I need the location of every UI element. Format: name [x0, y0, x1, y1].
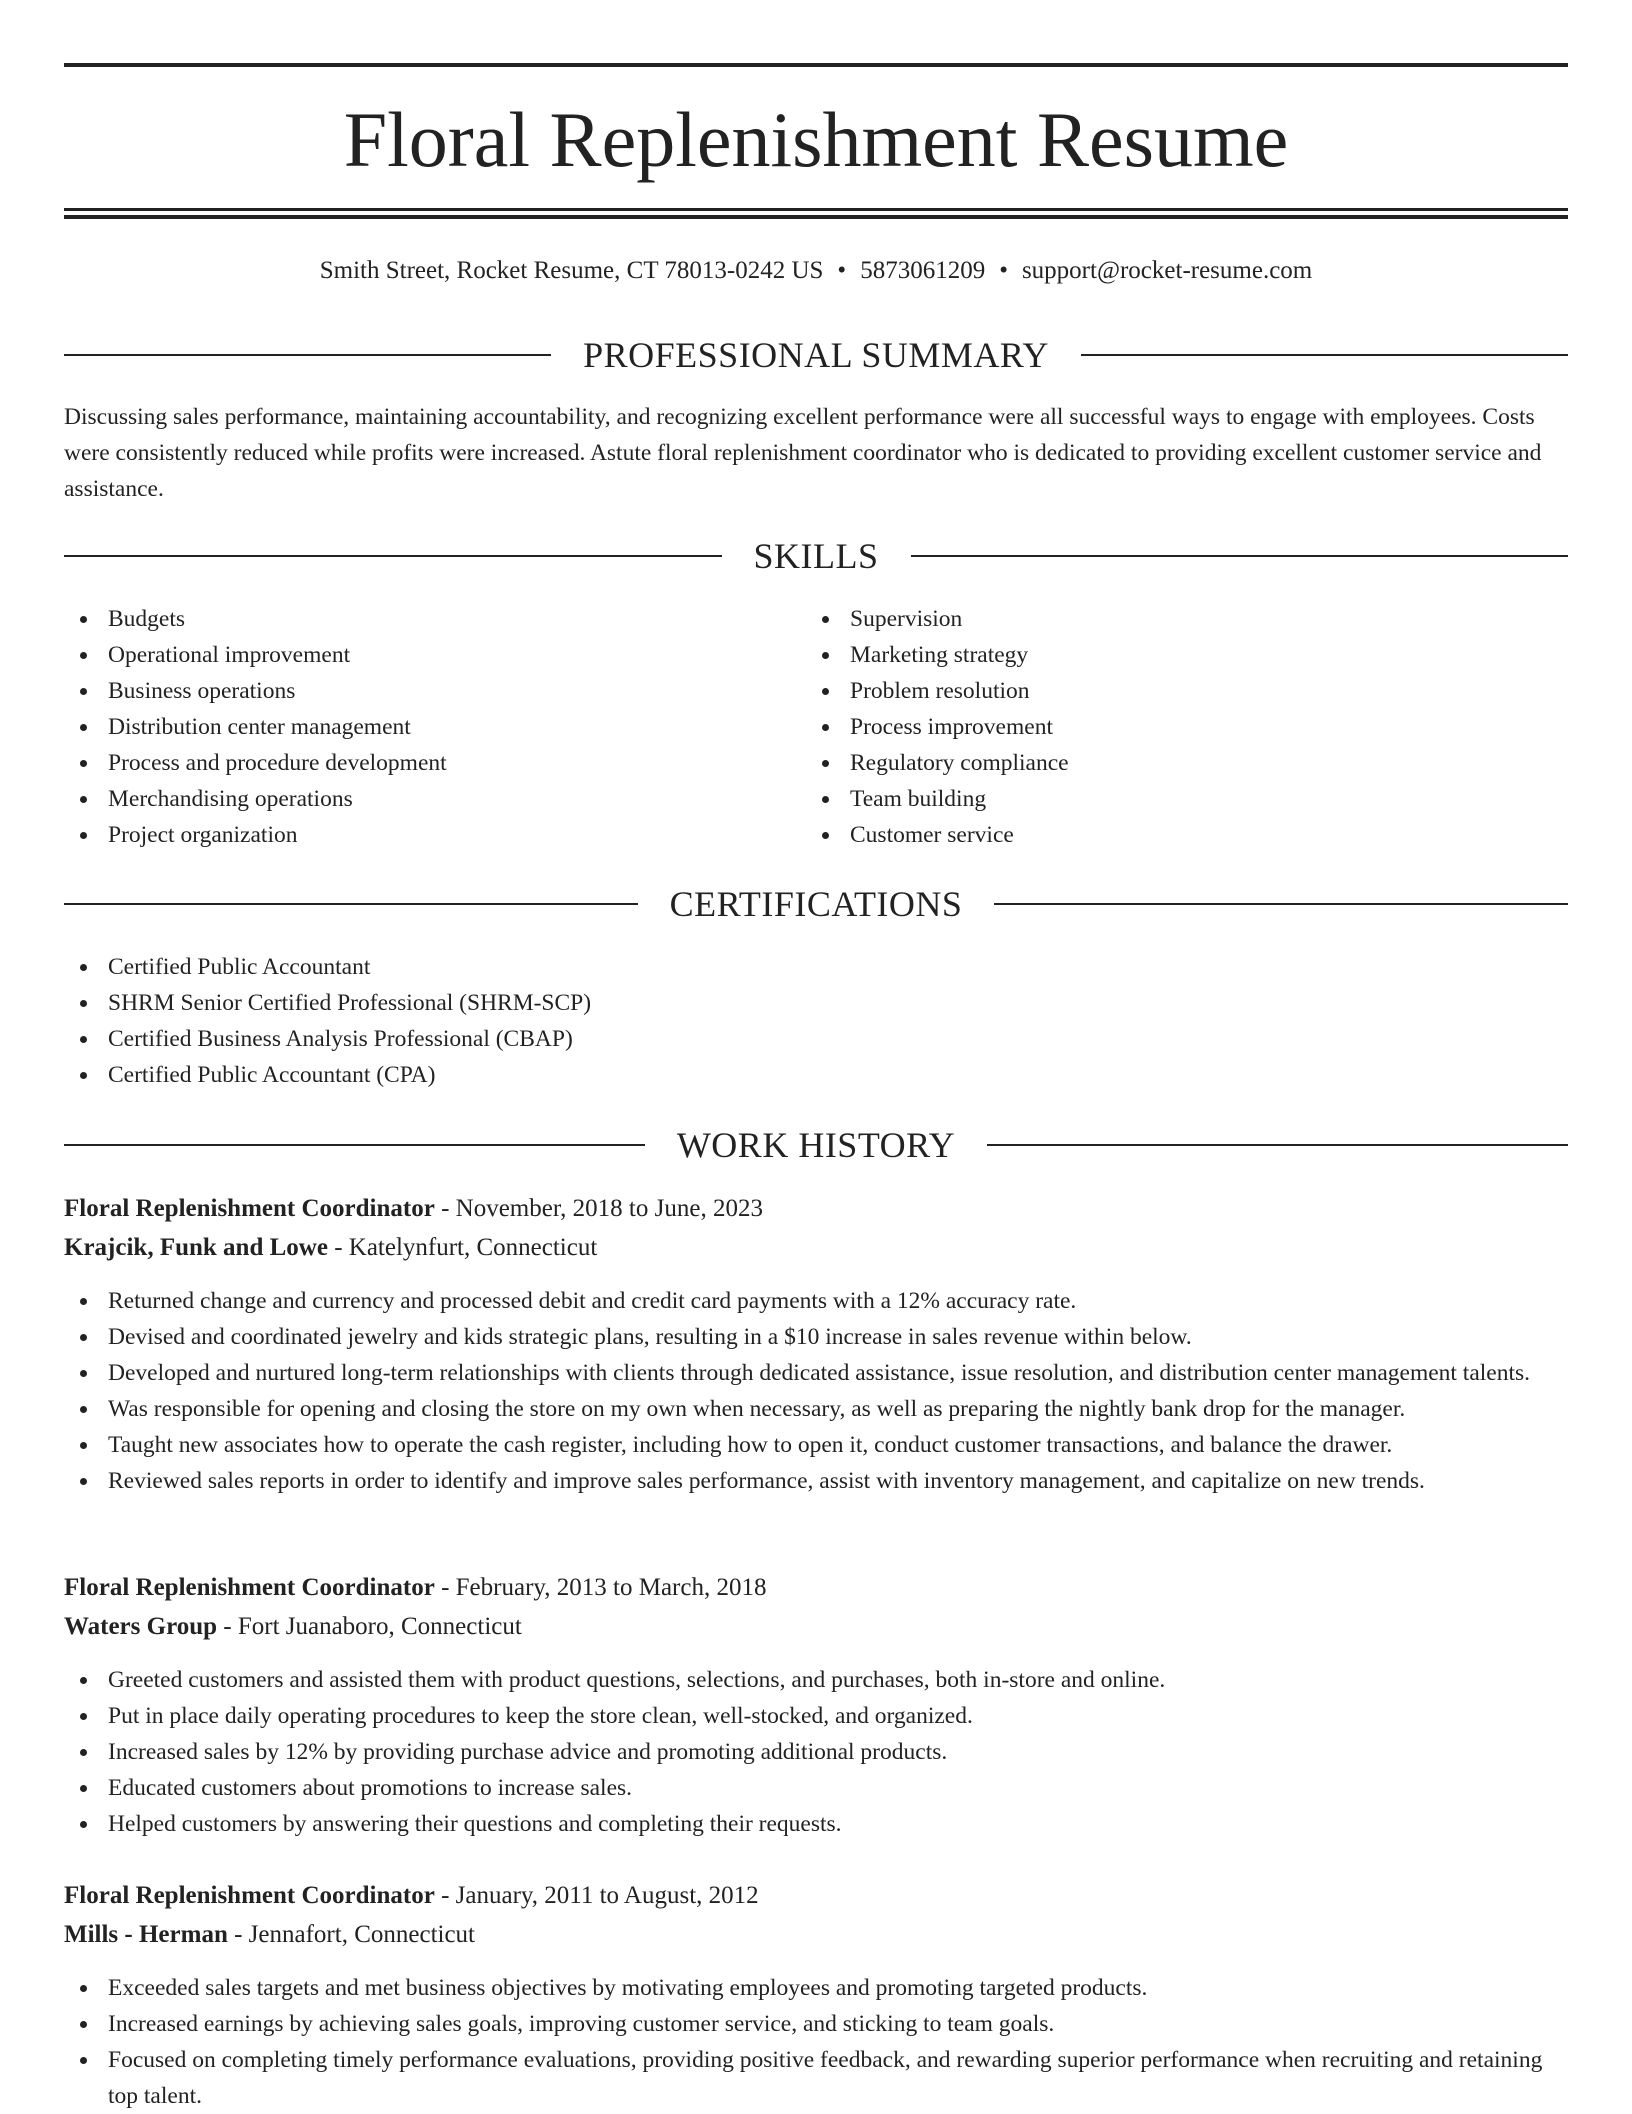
job-title-line [64, 1189, 1568, 1229]
job-location: - Fort Juanaboro, Connecticut [217, 1613, 522, 1640]
heading-rule [64, 354, 551, 356]
job-bullet: Greeted customers and assisted them with product questions, selections, and purchases, both in-store and online. [64, 1662, 1568, 1698]
skill-item: Marketing strategy [806, 637, 1526, 673]
skill-item: Merchandising operations [64, 781, 784, 817]
skill-item: Process improvement [806, 709, 1526, 745]
skills-list-right [806, 601, 1526, 853]
heading-rule [64, 555, 722, 557]
heading-rule [64, 903, 638, 905]
certification-item: Certified Business Analysis Professional (CBAP) [64, 1021, 1568, 1057]
job-location: - Jennafort, Connecticut [227, 1921, 476, 1948]
job-bullet: Developed and nurtured long-term relationships with clients through dedicated assistance, issue resolution, and distribution center management talents. [64, 1355, 1568, 1391]
job-dates: - February, 2013 to March, 2018 [434, 1574, 767, 1601]
job-bullet: Reviewed sales reports in order to identify and improve sales performance, assist with inventory management, and capitalize on new trends. [64, 1463, 1568, 1499]
skill-item: Business operations [64, 673, 784, 709]
job-title: Floral Replenishment Coordinator [64, 1195, 435, 1222]
job-dates: - November, 2018 to June, 2023 [434, 1195, 763, 1222]
section-title: SKILLS [753, 536, 879, 576]
skill-item: Process and procedure development [64, 745, 784, 781]
job-location: - Katelynfurt, Connecticut [327, 1234, 598, 1261]
heading-rule [64, 1144, 645, 1146]
job-bullet: Put in place daily operating procedures to keep the store clean, well-stocked, and organized. [64, 1698, 1568, 1734]
skill-item: Team building [806, 781, 1526, 817]
top-rule [64, 63, 1568, 67]
heading-rule [911, 555, 1569, 557]
contact-separator: • [999, 257, 1008, 284]
skill-item: Problem resolution [806, 673, 1526, 709]
job-bullet: Increased earnings by achieving sales goals, improving customer service, and sticking to team goals. [64, 2006, 1568, 2042]
job-bullet: Was responsible for opening and closing the store on my own when necessary, as well as preparing the nightly bank drop for the manager. [64, 1391, 1568, 1427]
heading-rule [1081, 354, 1568, 356]
certifications-list [64, 949, 1568, 1093]
section-heading-work-history [64, 1123, 1568, 1167]
certification-item: SHRM Senior Certified Professional (SHRM-SCP) [64, 985, 1568, 1021]
title-double-rule [64, 208, 1568, 219]
job-bullet: Exceeded sales targets and met business objectives by motivating employees and promoting targeted products. [64, 1970, 1568, 2006]
contact-separator: • [837, 257, 847, 284]
section-heading-skills [64, 534, 1568, 578]
skill-item: Operational improvement [64, 637, 784, 673]
job-bullet-list [64, 1662, 1568, 1842]
job-company: Mills - Herman [64, 1921, 228, 1948]
job-title: Floral Replenishment Coordinator [64, 1882, 435, 1909]
skill-item: Customer service [806, 817, 1526, 853]
skill-item: Distribution center management [64, 709, 784, 745]
job-bullet: Focused on completing timely performance evaluations, providing positive feedback, and rewarding superior performance when recruiting and retaining top talent. [64, 2042, 1568, 2114]
job-company-line [64, 1915, 1568, 1955]
section-title: WORK HISTORY [676, 1125, 956, 1165]
job-title-line [64, 1876, 1568, 1916]
job-bullet: Taught new associates how to operate the cash register, including how to open it, conduct customer transactions, and balance the drawer. [64, 1427, 1568, 1463]
page-title: Floral Replenishment Resume [343, 96, 1289, 183]
job-company-line [64, 1607, 1568, 1647]
section-heading-certifications [64, 882, 1568, 926]
section-heading-summary [64, 333, 1568, 377]
certification-item: Certified Public Accountant (CPA) [64, 1057, 1568, 1093]
job-bullet: Educated customers about promotions to increase sales. [64, 1770, 1568, 1806]
skill-item: Supervision [806, 601, 1526, 637]
job-dates: - January, 2011 to August, 2012 [434, 1882, 759, 1909]
contact-phone: 5873061209 [860, 257, 986, 284]
job-bullet-list [64, 1283, 1568, 1499]
job-bullet: Returned change and currency and processed debit and credit card payments with a 12% accuracy rate. [64, 1283, 1568, 1319]
skill-item: Regulatory compliance [806, 745, 1526, 781]
certification-item: Certified Public Accountant [64, 949, 1568, 985]
job-bullet-list [64, 1970, 1568, 2114]
summary-text: Discussing sales performance, maintaining accountability, and recognizing excellent performance were all successful ways to engage with employees. Costs were consistently reduced while profits were increased. Astute floral replenishment coordinator who is dedicated to providing excellent customer service and assistance. [64, 404, 1542, 502]
contact-line [64, 253, 1568, 289]
skill-item: Project organization [64, 817, 784, 853]
section-title: PROFESSIONAL SUMMARY [583, 335, 1049, 375]
heading-rule [994, 903, 1568, 905]
job-bullet: Helped customers by answering their questions and completing their requests. [64, 1806, 1568, 1842]
skill-item: Budgets [64, 601, 784, 637]
section-title: CERTIFICATIONS [669, 884, 963, 924]
job-bullet: Devised and coordinated jewelry and kids strategic plans, resulting in a $10 increase in sales revenue within below. [64, 1319, 1568, 1355]
job-title-line [64, 1568, 1568, 1608]
contact-email: support@rocket-resume.com [1021, 257, 1313, 284]
job-company-line [64, 1228, 1568, 1268]
heading-rule [987, 1144, 1568, 1146]
job-title: Floral Replenishment Coordinator [64, 1574, 435, 1601]
job-bullet: Increased sales by 12% by providing purchase advice and promoting additional products. [64, 1734, 1568, 1770]
job-company: Krajcik, Funk and Lowe [64, 1234, 328, 1261]
job-company: Waters Group [64, 1613, 218, 1640]
skills-list-left [64, 601, 784, 853]
contact-address: Smith Street, Rocket Resume, CT 78013-0242 US [319, 257, 824, 284]
